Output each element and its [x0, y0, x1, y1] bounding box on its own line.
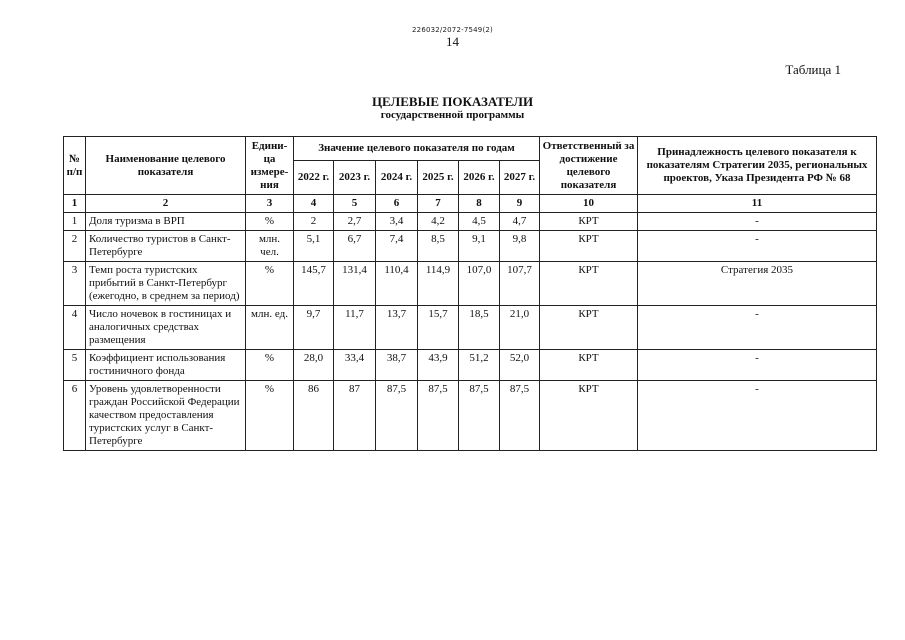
- row-affiliation: Стратегия 2035: [638, 262, 877, 306]
- row-name: Коэффициент использования гостиничного фонда: [86, 350, 246, 381]
- row-value: 13,7: [376, 306, 418, 350]
- table-row: [64, 213, 877, 231]
- row-num: 2: [64, 231, 86, 262]
- column-number: 8: [459, 195, 500, 213]
- table-label: Таблица 1: [785, 62, 841, 77]
- row-num: 5: [64, 350, 86, 381]
- header-values-group: Значение целевого показателя по годам: [294, 137, 540, 161]
- row-value: 2: [294, 213, 334, 231]
- row-value: 86: [294, 381, 334, 451]
- row-value: 8,5: [418, 231, 459, 262]
- row-responsible: КРТ: [540, 213, 638, 231]
- row-num: 6: [64, 381, 86, 451]
- column-number: 1: [64, 195, 86, 213]
- row-affiliation: -: [638, 306, 877, 350]
- row-value: 110,4: [376, 262, 418, 306]
- row-value: 145,7: [294, 262, 334, 306]
- header-name: Наименование целевого показателя: [86, 137, 246, 195]
- row-affiliation: -: [638, 381, 877, 451]
- document-title: ЦЕЛЕВЫЕ ПОКАЗАТЕЛИ: [371, 94, 534, 109]
- row-responsible: КРТ: [540, 350, 638, 381]
- row-value: 33,4: [334, 350, 376, 381]
- row-responsible: КРТ: [540, 306, 638, 350]
- row-value: 107,0: [459, 262, 500, 306]
- row-value: 6,7: [334, 231, 376, 262]
- row-affiliation: -: [638, 231, 877, 262]
- row-unit: млн. чел.: [246, 231, 294, 262]
- table-row: [64, 231, 877, 262]
- header-year: 2026 г.: [459, 161, 500, 195]
- column-number: 10: [540, 195, 638, 213]
- row-affiliation: -: [638, 350, 877, 381]
- row-unit: %: [246, 262, 294, 306]
- row-value: 51,2: [459, 350, 500, 381]
- row-value: 9,1: [459, 231, 500, 262]
- row-value: 87: [334, 381, 376, 451]
- row-value: 87,5: [500, 381, 540, 451]
- row-name: Число ночевок в гостиницах и аналогичных средствах размещения: [86, 306, 246, 350]
- row-value: 107,7: [500, 262, 540, 306]
- column-number: 11: [638, 195, 877, 213]
- header-num: № п/п: [64, 137, 86, 195]
- header-unit: Едини-ца измере-ния: [246, 137, 294, 195]
- header-year: 2025 г.: [418, 161, 459, 195]
- column-number: 5: [334, 195, 376, 213]
- row-responsible: КРТ: [540, 381, 638, 451]
- row-value: 21,0: [500, 306, 540, 350]
- header-year: 2024 г.: [376, 161, 418, 195]
- table-row: [64, 381, 877, 451]
- row-num: 1: [64, 213, 86, 231]
- row-num: 3: [64, 262, 86, 306]
- row-unit: млн. ед.: [246, 306, 294, 350]
- row-num: 4: [64, 306, 86, 350]
- column-number: 7: [418, 195, 459, 213]
- row-value: 9,8: [500, 231, 540, 262]
- header-year: 2022 г.: [294, 161, 334, 195]
- row-value: 87,5: [418, 381, 459, 451]
- row-affiliation: -: [638, 213, 877, 231]
- row-value: 9,7: [294, 306, 334, 350]
- column-number: 2: [86, 195, 246, 213]
- row-value: 87,5: [459, 381, 500, 451]
- row-value: 4,7: [500, 213, 540, 231]
- row-responsible: КРТ: [540, 231, 638, 262]
- row-value: 18,5: [459, 306, 500, 350]
- row-value: 11,7: [334, 306, 376, 350]
- header-responsible: Ответственный за достижение целевого показателя: [540, 137, 638, 195]
- table-row: [64, 350, 877, 381]
- row-value: 43,9: [418, 350, 459, 381]
- document-id: 226032/2072-7549(2): [412, 26, 493, 34]
- row-value: 2,7: [334, 213, 376, 231]
- row-value: 131,4: [334, 262, 376, 306]
- row-name: Доля туризма в ВРП: [86, 213, 246, 231]
- row-name: Количество туристов в Санкт-Петербурге: [86, 231, 246, 262]
- row-value: 3,4: [376, 213, 418, 231]
- row-unit: %: [246, 213, 294, 231]
- row-value: 15,7: [418, 306, 459, 350]
- table-row: [64, 262, 877, 306]
- header-year: 2023 г.: [334, 161, 376, 195]
- row-unit: %: [246, 381, 294, 451]
- row-name: Темп роста туристских прибытий в Санкт-Петербург (ежегодно, в среднем за период): [86, 262, 246, 306]
- column-number: 3: [246, 195, 294, 213]
- row-responsible: КРТ: [540, 262, 638, 306]
- document-subtitle: государственной программы: [380, 109, 525, 121]
- row-value: 7,4: [376, 231, 418, 262]
- column-number: 4: [294, 195, 334, 213]
- row-value: 38,7: [376, 350, 418, 381]
- row-value: 28,0: [294, 350, 334, 381]
- column-number: 6: [376, 195, 418, 213]
- header-year: 2027 г.: [500, 161, 540, 195]
- row-value: 87,5: [376, 381, 418, 451]
- column-number: 9: [500, 195, 540, 213]
- row-value: 114,9: [418, 262, 459, 306]
- page-number: 14: [446, 34, 459, 49]
- row-value: 52,0: [500, 350, 540, 381]
- target-indicators-table: [63, 136, 877, 451]
- row-value: 4,5: [459, 213, 500, 231]
- row-unit: %: [246, 350, 294, 381]
- row-name: Уровень удовлетворенности граждан Российской Федерации качеством предоставления туристских услуг в Санкт-Петербурге: [86, 381, 246, 451]
- row-value: 4,2: [418, 213, 459, 231]
- column-numbers-row: [64, 195, 877, 213]
- table-row: [64, 306, 877, 350]
- row-value: 5,1: [294, 231, 334, 262]
- header-affiliation: Принадлежность целевого показателя к показателям Стратегии 2035, региональных проектов, Указа Президента РФ № 68: [638, 137, 877, 195]
